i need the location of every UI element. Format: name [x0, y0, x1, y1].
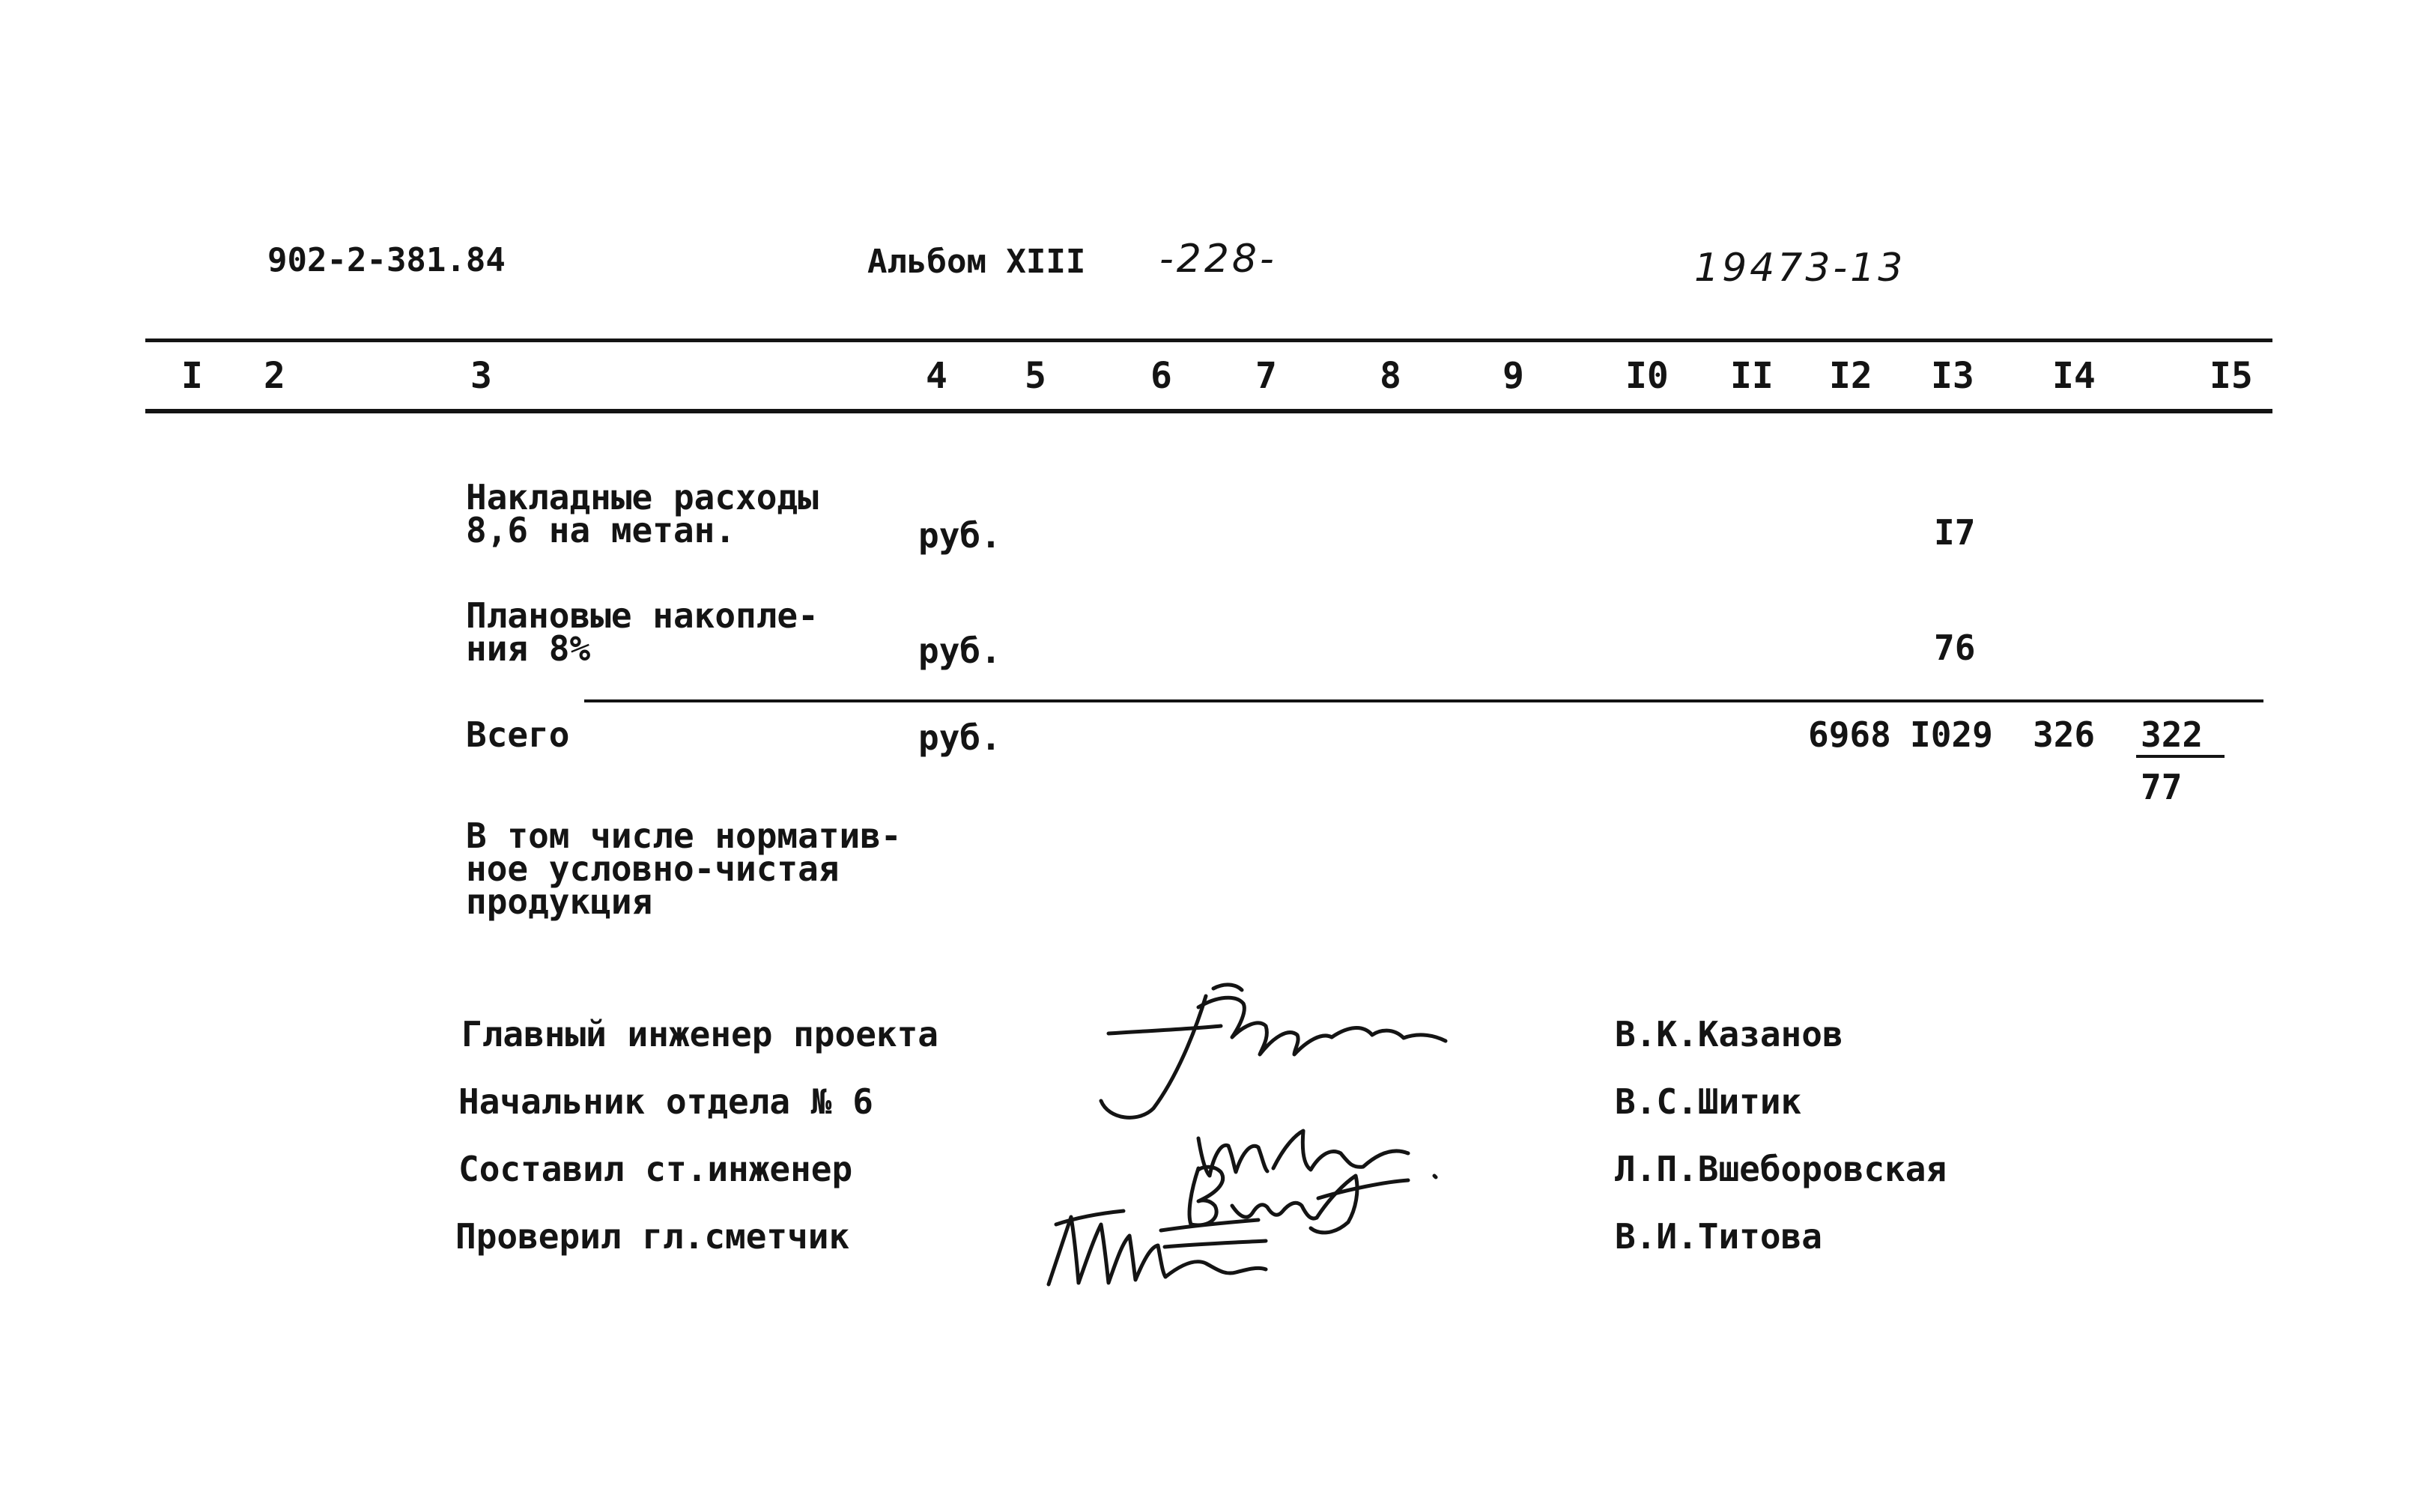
row-text-line: ное условно-чистая	[466, 848, 840, 889]
signature-titova-icon	[1034, 1194, 1288, 1292]
signer-position: Главный инженер проекта	[461, 1014, 938, 1054]
row-unit: руб.	[918, 631, 1001, 671]
column-number: 7	[1255, 355, 1277, 397]
cell-col14: 326	[2033, 714, 2096, 755]
column-number: I5	[2210, 355, 2253, 397]
column-number: 9	[1502, 355, 1524, 397]
row-unit: руб.	[918, 717, 1001, 758]
signer-name: В.С.Шитик	[1615, 1081, 1802, 1122]
row-text-line: продукция	[466, 881, 653, 922]
column-number: 2	[264, 355, 285, 397]
column-number: 8	[1380, 355, 1401, 397]
album-label: Альбом XIII	[867, 243, 1086, 281]
row-text-line: В том числе норматив-	[466, 816, 902, 856]
cell-col15-bottom: 77	[2141, 767, 2183, 807]
cell-col12: 6968	[1808, 714, 1891, 755]
archive-number: 19473-13	[1694, 246, 1906, 291]
row-description	[466, 477, 819, 550]
table-top-rule	[145, 338, 2272, 342]
signer-name: В.И.Титова	[1615, 1216, 1822, 1257]
column-number: 5	[1025, 355, 1046, 397]
table-header-rule	[145, 409, 2272, 413]
row-text-line: Плановые накопле-	[466, 595, 819, 636]
column-number: I	[181, 355, 203, 397]
signer-name: В.К.Казанов	[1615, 1014, 1843, 1054]
column-number: I3	[1931, 355, 1974, 397]
cell-col13: 76	[1934, 628, 1976, 668]
column-number: 6	[1150, 355, 1172, 397]
signer-position: Составил ст.инженер	[458, 1149, 853, 1189]
signer-position: Проверил гл.сметчик	[455, 1216, 850, 1257]
signer-name: Л.П.Вшеборовская	[1615, 1149, 1947, 1189]
column-number: 3	[470, 355, 492, 397]
doc-code: 902-2-381.84	[267, 241, 506, 279]
row-text-line: Накладные расходы	[466, 477, 819, 517]
row-text-line: 8,6 на метан.	[466, 510, 736, 550]
page-number: -228-	[1159, 237, 1277, 282]
signer-position: Начальник отдела № 6	[458, 1081, 873, 1122]
cell-col15-top: 322	[2141, 714, 2204, 755]
row-description	[466, 816, 902, 922]
row-unit: руб.	[918, 515, 1001, 556]
row-description	[466, 595, 819, 669]
subtotal-rule	[584, 699, 2263, 702]
cell-col13: I7	[1934, 512, 1976, 553]
row-text-line: ния 8%	[466, 628, 591, 669]
column-number: II	[1730, 355, 1774, 397]
column-number: I2	[1829, 355, 1872, 397]
column-number: 4	[926, 355, 947, 397]
row-description: Всего	[466, 714, 570, 755]
cell-col13: I029	[1910, 714, 1993, 755]
fraction-rule	[2136, 755, 2225, 758]
column-number: I0	[1625, 355, 1669, 397]
column-number: I4	[2052, 355, 2096, 397]
